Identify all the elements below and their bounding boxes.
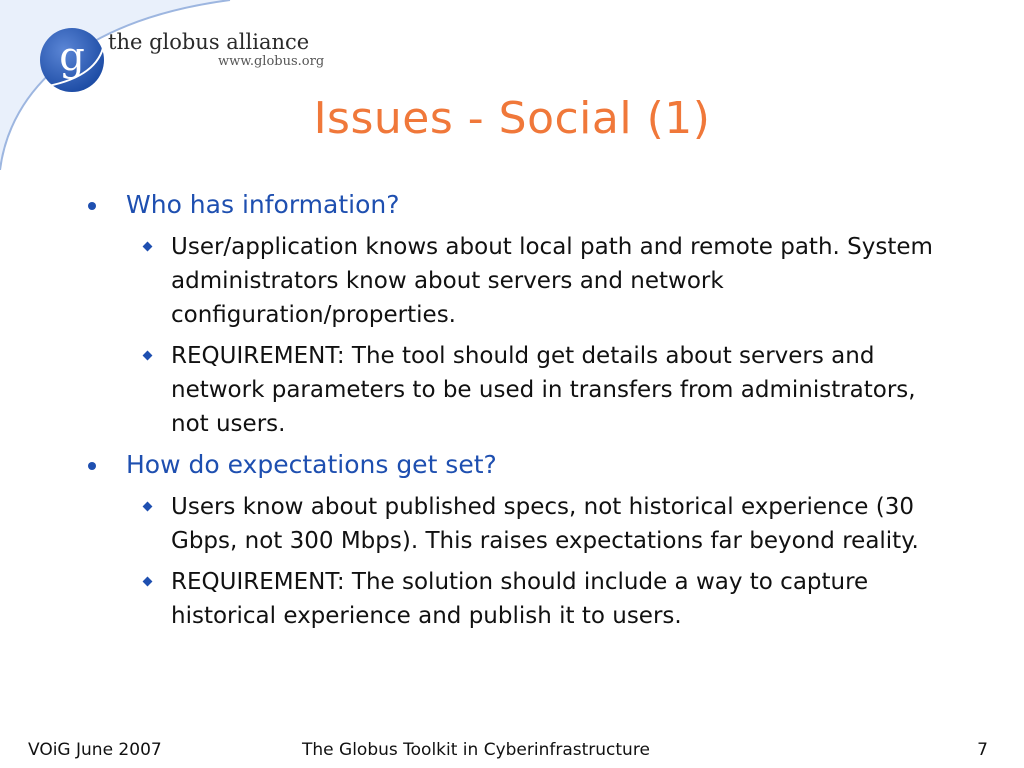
slide-footer [0, 740, 1024, 764]
bullet-text: How do expectations get set? [126, 450, 497, 479]
logo-text: the globus alliance [108, 30, 310, 54]
logo-letter: g [59, 34, 85, 80]
diamond-bullet-icon [143, 242, 153, 252]
logo-url: www.globus.org [218, 54, 325, 69]
sub-bullet-text: Users know about published specs, not historical experience (30 Gbps, not 300 Mbps). This raises expectations far beyond reality. [171, 494, 919, 554]
globus-logo-icon [38, 26, 106, 94]
bullet-text: Who has information? [126, 190, 400, 219]
diamond-bullet-icon [143, 351, 153, 361]
sub-bullet-item [84, 230, 954, 332]
footer-title: The Globus Toolkit in Cyberinfrastructure [302, 740, 650, 760]
slide-title [0, 93, 1024, 144]
bullet-item [84, 188, 954, 222]
bullet-dot-icon [88, 462, 96, 470]
page-number: 7 [977, 740, 988, 760]
sub-bullet-text: User/application knows about local path and remote path. System administrators know about servers and network configuration/properties. [171, 234, 933, 328]
sub-bullet-list [84, 490, 954, 633]
sub-bullet-item [84, 339, 954, 441]
sub-bullet-item [84, 490, 954, 558]
diamond-bullet-icon [143, 577, 153, 587]
sub-bullet-text: REQUIREMENT: The tool should get details about servers and network parameters to be used in transfers from administrators, not users. [171, 343, 916, 437]
bullet-dot-icon [88, 202, 96, 210]
sub-bullet-text: REQUIREMENT: The solution should include a way to capture historical experience and publish it to users. [171, 569, 869, 629]
sub-bullet-list [84, 230, 954, 441]
bullet-item [84, 448, 954, 482]
footer-date: VOiG June 2007 [28, 740, 162, 760]
diamond-bullet-icon [143, 502, 153, 512]
slide-content [84, 186, 954, 640]
sub-bullet-item [84, 565, 954, 633]
slide-title-text: Issues - Social (1) [313, 93, 711, 144]
